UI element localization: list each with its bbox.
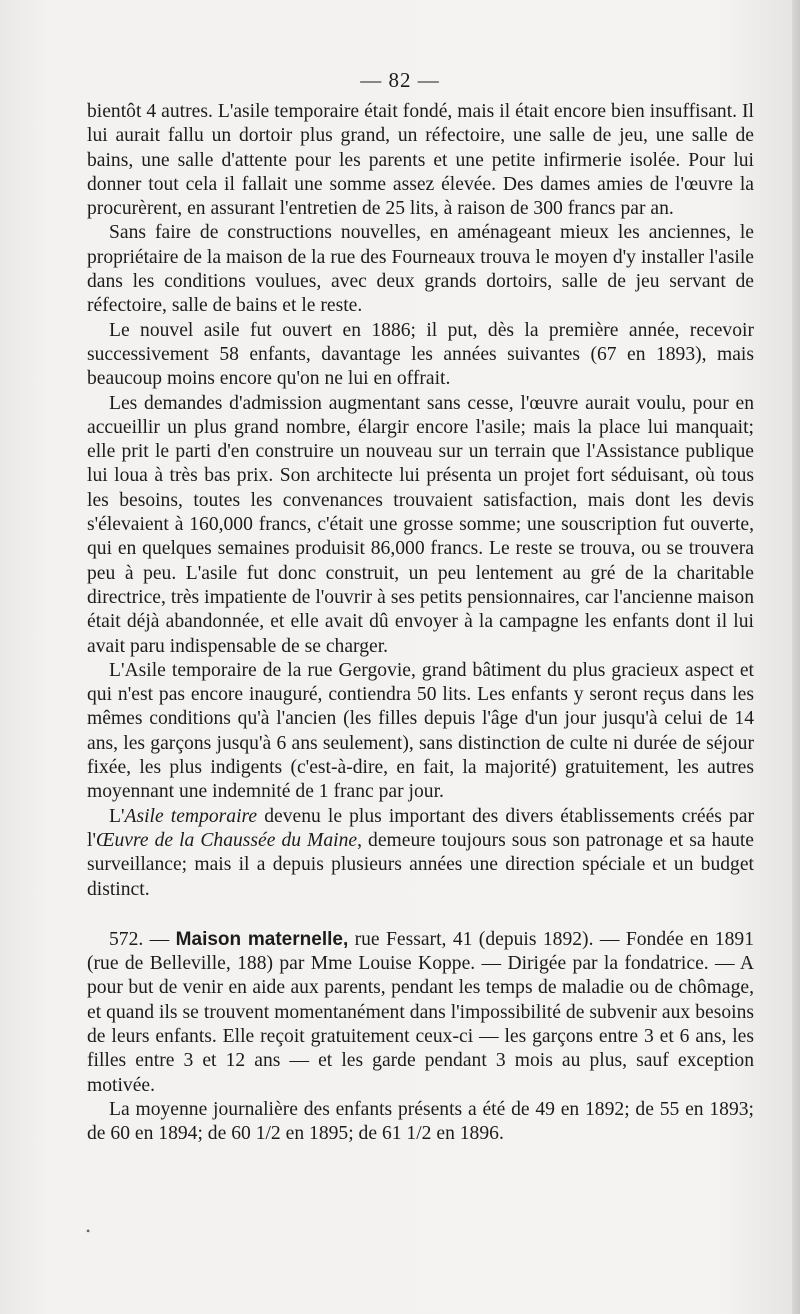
paragraph: Le nouvel asile fut ouvert en 1886; il put, dès la première année, recevoir successivement 58 enfants, davantage les années suivantes (67 en 1893), mais beaucoup moins encore qu'on ne lui en offrait. [87, 319, 754, 390]
paragraph-italic-title [87, 805, 754, 902]
paragraph: La moyenne journalière des enfants présents a été de 49 en 1892; de 55 en 1893; de 60 en 1894; de 60 1/2 en 1895; de 61 1/2 en 1896. [87, 1098, 754, 1145]
paragraph: bientôt 4 autres. L'asile temporaire était fondé, mais il était encore bien insuffisant. Il lui aurait fallu un dortoir plus grand, un réfectoire, une salle de jeu, une salle de bains, une salle d'attente pour les parents et une petite infirmerie isolée. Pour lui donner tout cela il fallait une somme assez élevée. Des dames amies de l'œuvre la procurèrent, en assurant l'entretien de 25 lits, à raison de 300 francs par an. [87, 101, 754, 220]
entry-number: 572. [109, 928, 144, 950]
paragraph: Les demandes d'admission augmentant sans cesse, l'œuvre aurait voulu, pour en accueillir un plus grand nombre, élargir encore l'asile; mais la place lui manquait; elle prit le parti d'en construire un nouveau sur un terrain que l'Assistance publique lui loua à très bas prix. Son architecte lui présenta un projet fort séduisant, où tous les besoins, toutes les convenances trouvaient satisfaction, mais dont les devis s'élevaient à 160,000 francs, c'était une grosse somme; une souscription fut ouverte, qui en quelques semaines produisit 86,000 francs. Le reste se trouva, ou se trouvera peu à peu. L'asile fut donc construit, un peu lentement au gré de la charitable directrice, très impatiente de l'ouvrir à ses petits pensionnaires, car l'ancienne maison était déjà abandonnée, et elle avait dû envoyer à la campagne les enfants dont il lui avait paru indispensable de se charger. [87, 392, 754, 657]
entry-dash: — [143, 928, 176, 950]
oeuvre-title: Œuvre de la Chaussée du Maine [95, 829, 358, 851]
italic-prefix: L' [109, 805, 125, 827]
section-gap [87, 902, 754, 928]
entry-paragraph [87, 928, 754, 1098]
page-number: — 82 — [360, 68, 440, 92]
paragraph: L'Asile temporaire de la rue Gergovie, grand bâtiment du plus gracieux aspect et qui n'est pas encore inauguré, contiendra 50 lits. Les enfants y seront reçus dans les mêmes conditions qu'à l'ancien (les filles depuis l'âge d'un jour jusqu'à celui de 14 ans, les garçons jusqu'à 6 ans seulement), sans distinction de culte ni durée de séjour fixée, les plus indigents (c'est-à-dire, en fait, la majorité) gratuitement, les autres moyennant une indemnité de 1 franc par jour. [87, 659, 754, 803]
page-edge-shadow [792, 0, 800, 1314]
entry-title: Maison maternelle, [175, 928, 349, 950]
stray-ink-mark: • [86, 1224, 91, 1238]
entry-text: rue Fessart, 41 (depuis 1892). — Fondée en 1891 (rue de Belleville, 188) par Mme Louise Koppe. — Dirigée par la fondatrice. — A pour but de venir en aide aux parents, pendant les temps de maladie ou de chômage, et quand ils se trouvent momentanément dans l'impossibilité de subvenir aux besoins de leurs enfants. Elle reçoit gratuitement ceux-ci — les garçons entre 3 et 6 ans, les filles entre 3 et 12 ans — et les garde pendant 3 mois au plus, sauf exception motivée. [87, 928, 754, 1096]
italic-middle: devenu le plus important des divers établissements créés par l' [87, 805, 755, 851]
asile-title: Asile temporaire [124, 805, 258, 827]
paragraph: Sans faire de constructions nouvelles, en aménageant mieux les anciennes, le propriétaire de la maison de la rue des Fourneaux trouva le moyen d'y installer l'asile dans les conditions voulues, avec deux grands dortoirs, salle de jeu servant de réfectoire, salle de bains et le reste. [87, 222, 754, 317]
body-text [87, 100, 754, 1146]
italic-suffix: , demeure toujours sous son patronage et sa haute surveillance; mais il a depuis plusieurs années une direction spéciale et un budget distinct. [87, 829, 755, 900]
